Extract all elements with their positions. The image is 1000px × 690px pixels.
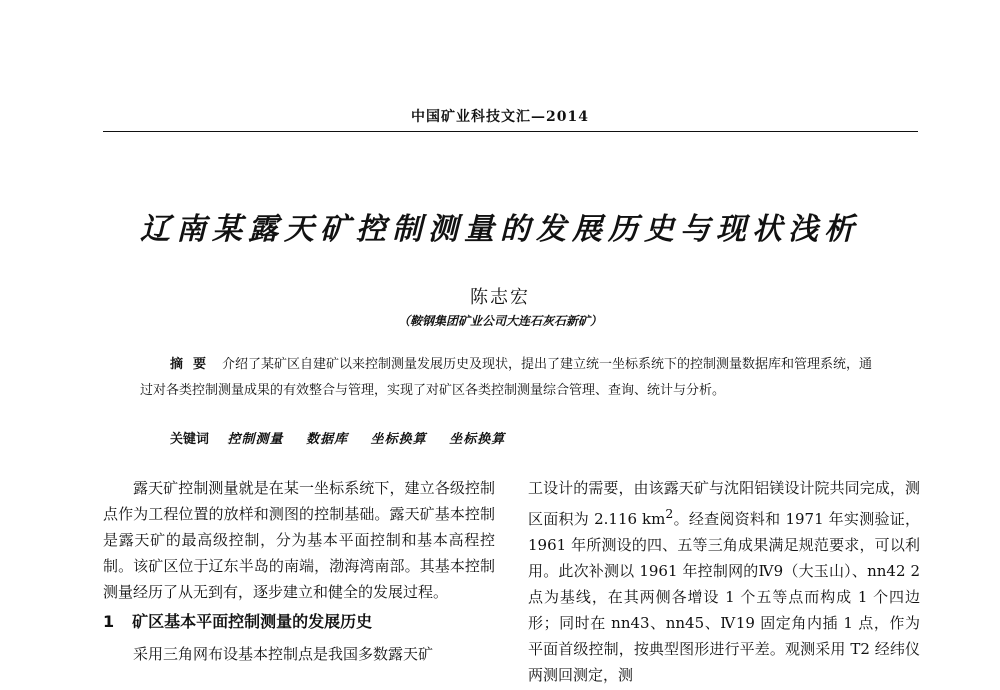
running-header: 中国矿业科技文汇—2014: [411, 109, 589, 125]
section-title: 矿区基本平面控制测量的发展历史: [132, 612, 373, 631]
right-column: [528, 475, 920, 688]
right-text-1: 工设计的需要，由该露天矿与沈阳铝镁设计院共同完成，测区面积为 2.116 km: [528, 479, 920, 528]
keywords-label: 关键词: [170, 432, 210, 447]
keyword: 数据库: [306, 432, 349, 447]
keywords: [170, 428, 523, 447]
paper-title: 辽南某露天矿控制测量的发展历史与现状浅析: [140, 212, 860, 247]
section-first-line: 采用三角网布设基本控制点是我国多数露天矿: [133, 645, 434, 663]
keyword: 坐标换算: [449, 432, 506, 447]
abstract-label: 摘要: [170, 357, 217, 372]
header-rule: [103, 131, 918, 132]
abstract-text: 介绍了某矿区自建矿以来控制测量发展历史及现状，提出了建立统一坐标系统下的控制测量数据库和管理系统，通过对各类控制测量成果的有效整合与管理，实现了对矿区各类控制测量综合管理、查询、统计与分析。: [140, 357, 873, 398]
area-superscript: 2: [665, 506, 674, 521]
keyword: 控制测量: [227, 432, 284, 447]
right-paragraph: [528, 475, 920, 688]
affiliation: （鞍钢集团矿业公司大连石灰石新矿）: [397, 314, 602, 328]
right-text-2: 。经查阅资料和 1971 年实测验证，1961 年所测设的四、五等三角成果满足规范要求，可以利用。此次补测以 1961 年控制网的Ⅳ9（大玉山）、nn42 2 点为基线，在其两侧各增设 1 个五等点而构成 1 个四边形；同时在 nn43、nn45、Ⅳ19 固定角内插 1 点，作为平面首级控制，按典型图形进行平差。观测采用 T2 经纬仪两测回测定，测: [528, 510, 920, 684]
intro-paragraph: 露天矿控制测量就是在某一坐标系统下，建立各级控制点作为工程位置的放样和测图的控制基础。露天矿基本控制是露天矿的最高级控制，分为基本平面控制和基本高程控制。该矿区位于辽东半岛的南端，渤海湾南部。其基本控制测量经历了从无到有，逐步建立和健全的发展过程。: [103, 479, 495, 601]
left-column: [103, 475, 495, 667]
keyword: 坐标换算: [370, 432, 427, 447]
abstract: [140, 352, 880, 404]
author: 陈志宏: [470, 287, 530, 308]
section-number: 1: [103, 612, 115, 631]
section-heading: [103, 609, 495, 635]
